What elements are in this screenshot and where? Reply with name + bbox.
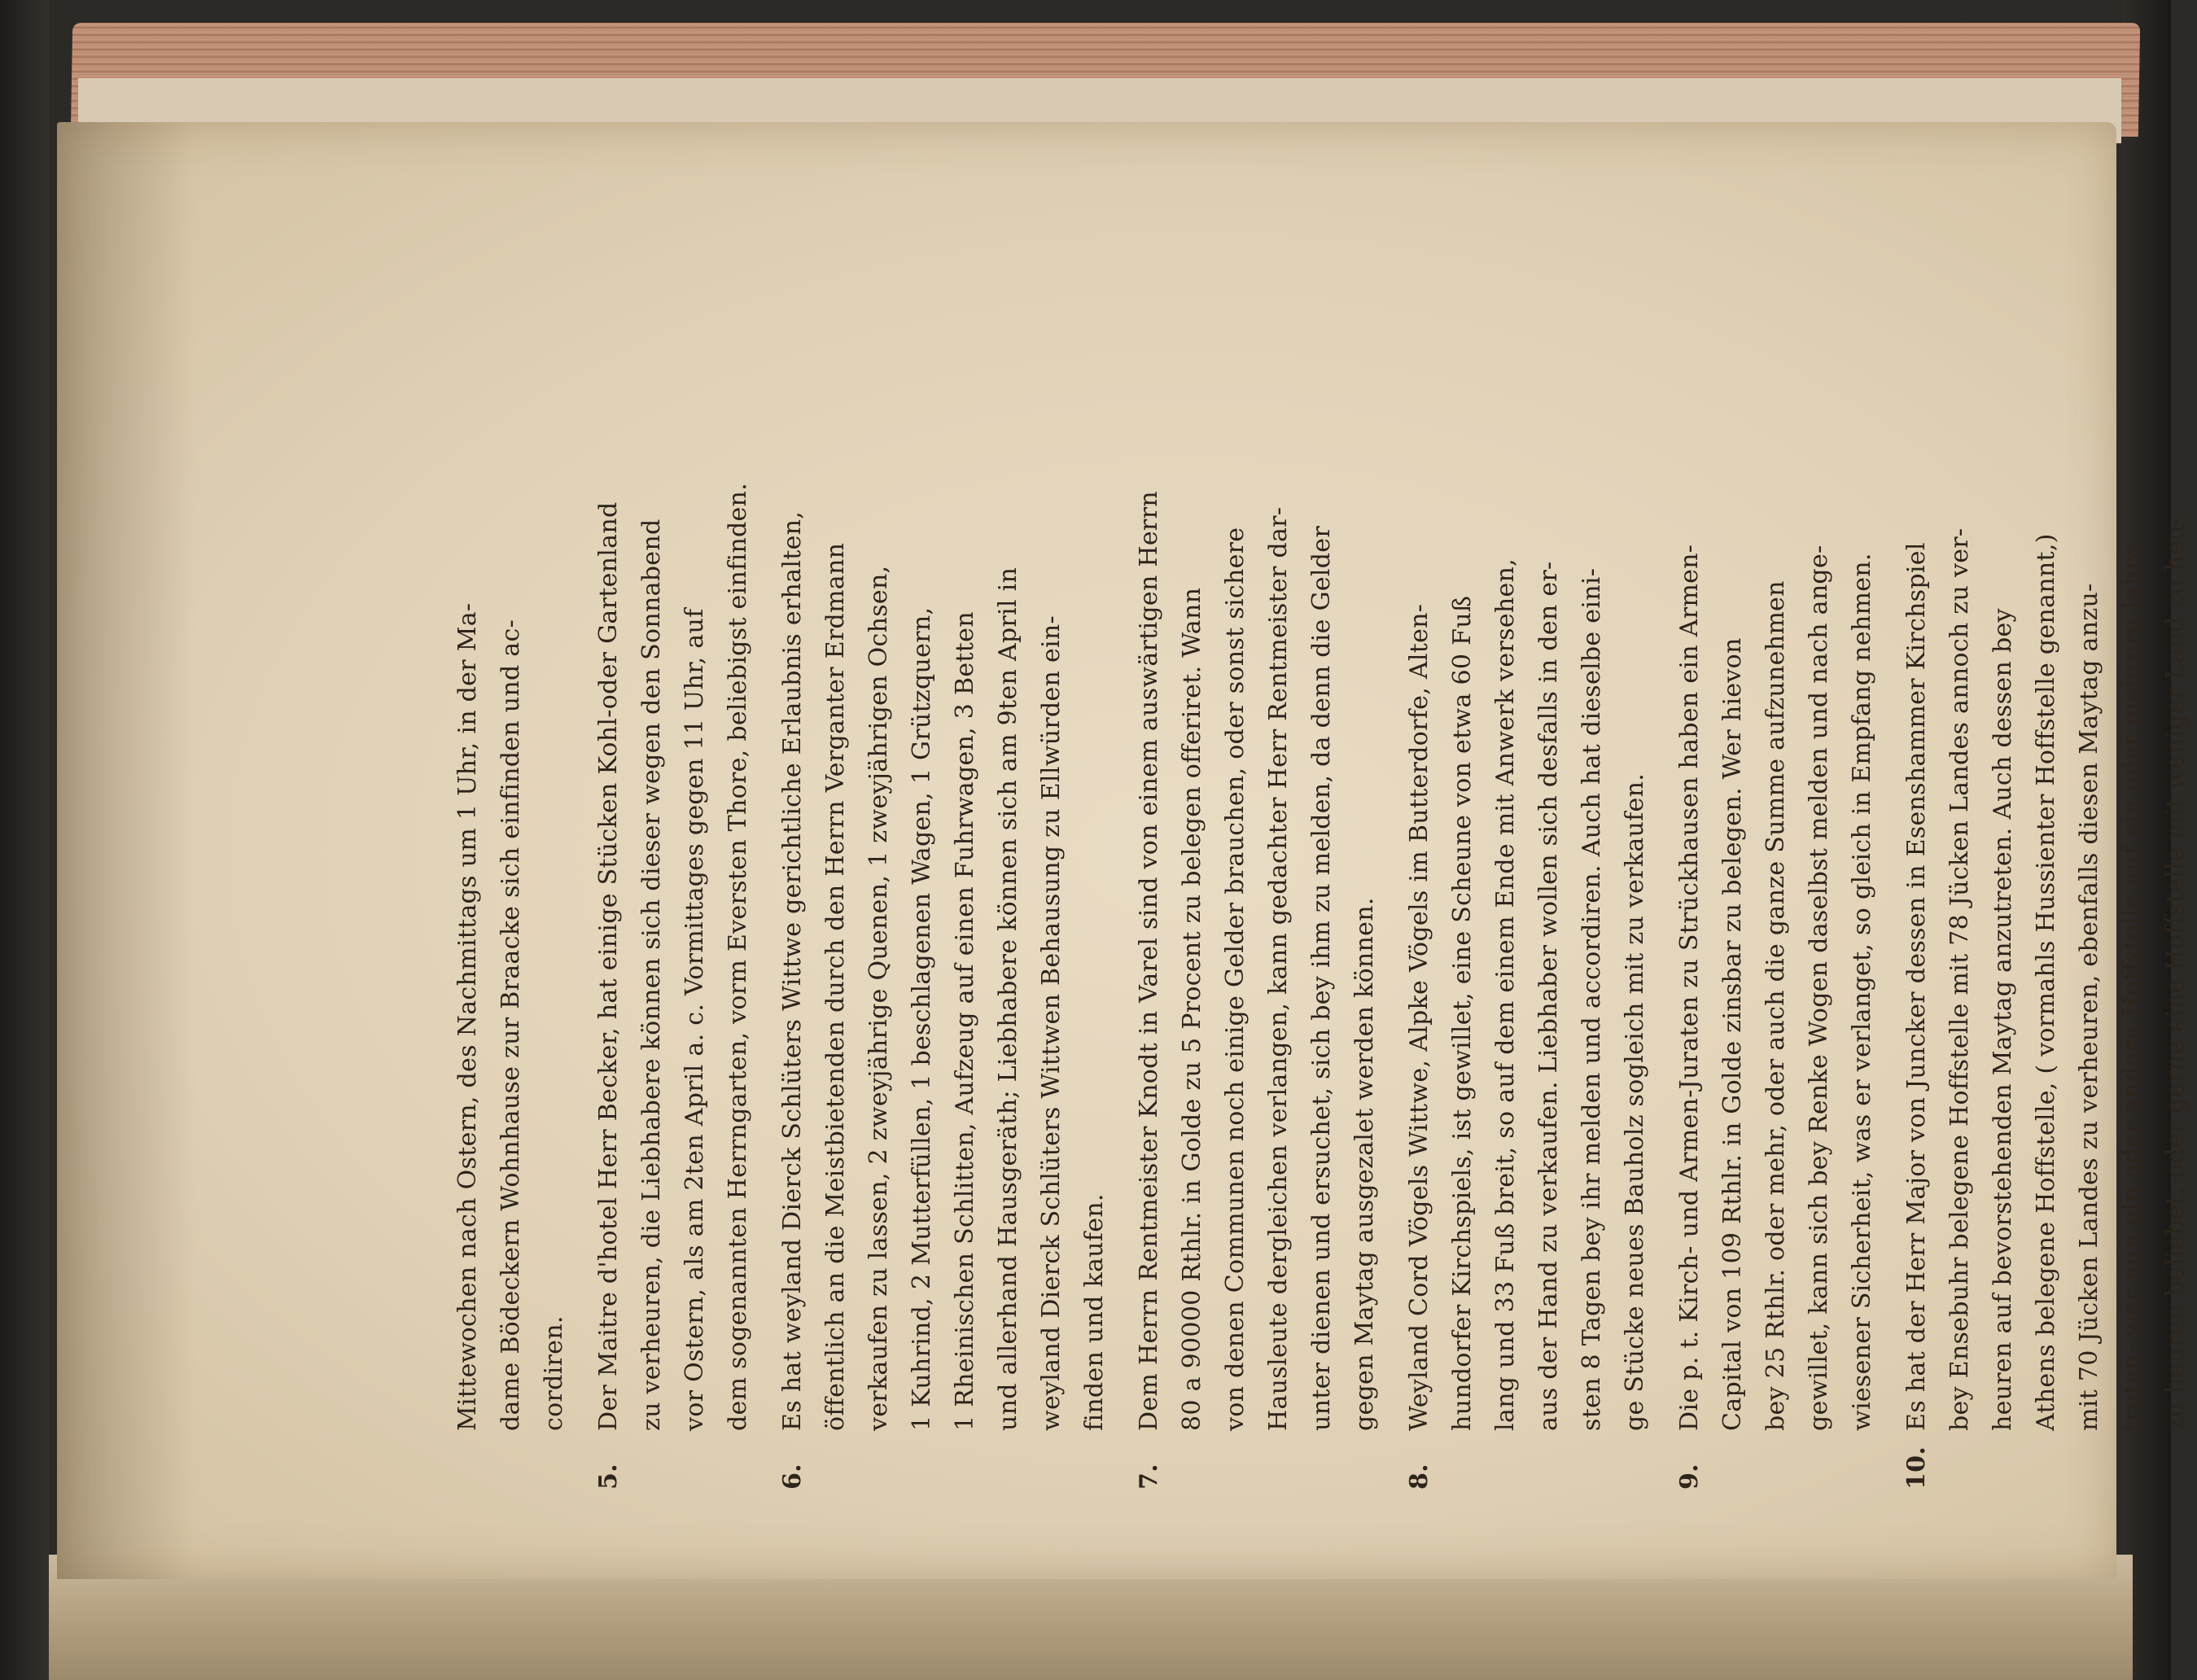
notice-line-text: Es hat der Herr Major von Juncker dessen in Esenshammer Kirchspiel <box>1902 542 1931 1431</box>
gutter-shadow <box>57 122 195 1579</box>
notice-line <box>587 309 630 1490</box>
notice-line: cordiren. <box>540 1315 568 1431</box>
notice-line-text: Es hat weyland Dierck Schlüters Wittwe gerichtliche Erlaubnis erhalten, <box>778 510 807 1431</box>
notice-line: Capital von 109 Rthlr. in Golde zinsbar zu belegen. Wer hievon <box>1718 637 1747 1431</box>
notice-line: lang und 33 Fuß breit, so auf dem einem Ende mit Anwerk versehen, <box>1491 558 1520 1431</box>
notice-line <box>771 309 814 1490</box>
printed-text-block <box>446 309 2190 1490</box>
notice-entry <box>1895 309 2197 1490</box>
notice-entry <box>446 309 576 1490</box>
notice-entry <box>1127 309 1386 1490</box>
notice-number: 10. <box>1902 1446 1931 1490</box>
notice-entry <box>1668 309 1884 1490</box>
notice-line-text: Die p. t. Kirch- und Armen-Juraten zu Strückhausen haben ein Armen- <box>1675 544 1704 1431</box>
notice-line: dame Bödeckern Wohnhause zur Braacke sich einfinden und ac- <box>497 619 525 1431</box>
notice-line: 80 a 90000 Rthlr. in Golde zu 5 Procent zu belegen offeriret. Wann <box>1178 587 1206 1431</box>
notice-line: weyland Dierck Schlüters Wittwen Behausung zu Ellwürden ein- <box>1037 615 1066 1431</box>
notice-number: 8. <box>1405 1463 1433 1490</box>
notice-number: 9. <box>1675 1463 1704 1490</box>
notice-line: zu verheuren, die Liebhabere können sich dieser wegen den Sonnabend <box>637 518 666 1431</box>
notice-line-text: Der Maitre d'hotel Herr Becker, hat einige Stücken Kohl-oder Gartenland <box>594 501 623 1431</box>
notice-line: 1 Rheinischen Schlitten, Aufzeug auf einen Fuhrwagen, 3 Betten <box>951 611 979 1431</box>
notice-line: finden und kaufen. <box>1080 1193 1109 1431</box>
notice-line <box>1127 309 1171 1490</box>
notice-line: verkaufen zu lassen, 2 zweyjährige Quenen, 1 zweyjährigen Ochsen, <box>864 565 893 1431</box>
notice-line: unter dienen und ersuchet, sich bey ihm zu melden, da denn die Gelder <box>1307 526 1336 1431</box>
notice-line: 1 Kuhrind, 2 Mutterfüllen, 1 beschlagenen Wagen, 1 Grützquern, <box>908 606 936 1431</box>
notice-line <box>1895 309 1938 1490</box>
notice-line: heuren auf bevorstehenden Maytag anzutreten. Auch dessen bey <box>1989 608 2017 1431</box>
notice-line: aus der Hand zu verkaufen. Liebhaber wollen sich desfalls in den er- <box>1534 561 1563 1431</box>
notice-entry <box>1398 309 1657 1490</box>
notice-line: gewillet, kann sich bey Renke Wogen daselbst melden und nach ange- <box>1805 545 1833 1431</box>
notice-line: mit 70 Jücken Landes zu verheuren, ebenfalls diesen Maytag anzu- <box>2075 583 2103 1431</box>
notice-line-text: Mittewochen nach Ostern, des Nachmittags um 1 Uhr, in der Ma- <box>453 602 482 1431</box>
notice-number: 6. <box>778 1463 807 1490</box>
background-left <box>0 0 49 1680</box>
notice-line: treten; wer nun ein oder andere Hoffstelle auf ein oder mehrere Jahre <box>2118 543 2147 1431</box>
notice-number: 7. <box>1135 1463 1163 1490</box>
notice-line: Hausleute dergleichen verlangen, kann gedachter Herr Rentmeister dar- <box>1264 506 1293 1431</box>
notice-line: von denen Communen noch einige Gelder brauchen, oder sonst sichere <box>1221 527 1249 1431</box>
notice-line: öffentlich an die Meistbietenden durch den Herrn Verganter Erdmann <box>821 542 850 1431</box>
notice-line: und allerhand Hausgeräth; Liebhabere können sich am 9ten April in <box>994 567 1022 1431</box>
notice-line: dem sogenannten Herrngarten, vorm Eversten Thore, beliebigst einfinden. <box>724 482 752 1431</box>
notice-line <box>446 309 489 1490</box>
notice-line: sten 8 Tagen bey ihr melden und accordiren. Auch hat dieselbe eini- <box>1578 567 1606 1431</box>
notice-line: zu heuren beliebet, oder gerne eine Hoffstelle mit weniger Land zu heu- <box>2161 515 2190 1431</box>
notice-line: Athens belegene Hoffstelle, ( vormahls Hussienter Hoffstelle genannt,) <box>2032 533 2060 1431</box>
notice-number: 5. <box>594 1463 623 1490</box>
notice-line <box>1668 309 1711 1490</box>
notice-line: ge Stücke neues Bauholz sogleich mit zu verkaufen. <box>1621 772 1649 1431</box>
notice-line-text: Weyland Cord Vögels Wittwe, Alpke Vögels im Butterdorfe, Alten- <box>1405 603 1433 1431</box>
notice-line: wiesener Sicherheit, was er verlanget, so gleich in Empfang nehmen. <box>1848 553 1876 1431</box>
notice-line: vor Ostern, als am 2ten April a. c. Vormittages gegen 11 Uhr, auf <box>681 608 709 1431</box>
notice-line <box>1398 309 1441 1490</box>
notice-line: gegen Maytag ausgezalet werden können. <box>1350 897 1379 1431</box>
notice-line: bey Ensebuhr belegene Hoffstelle mit 78 Jücken Landes annoch zu ver- <box>1945 527 1974 1431</box>
notice-line: hundorfer Kirchspiels, ist gewillet, eine Scheune von etwa 60 Fuß <box>1448 595 1477 1431</box>
notice-entry <box>771 309 1116 1490</box>
notice-line-text: Dem Herrn Rentmeister Knodt in Varel sind von einem auswärtigen Herrn <box>1135 491 1163 1431</box>
notice-line: bey 25 Rthlr. oder mehr, oder auch die ganze Summe aufzunehmen <box>1762 580 1790 1431</box>
notice-entry <box>587 309 759 1490</box>
